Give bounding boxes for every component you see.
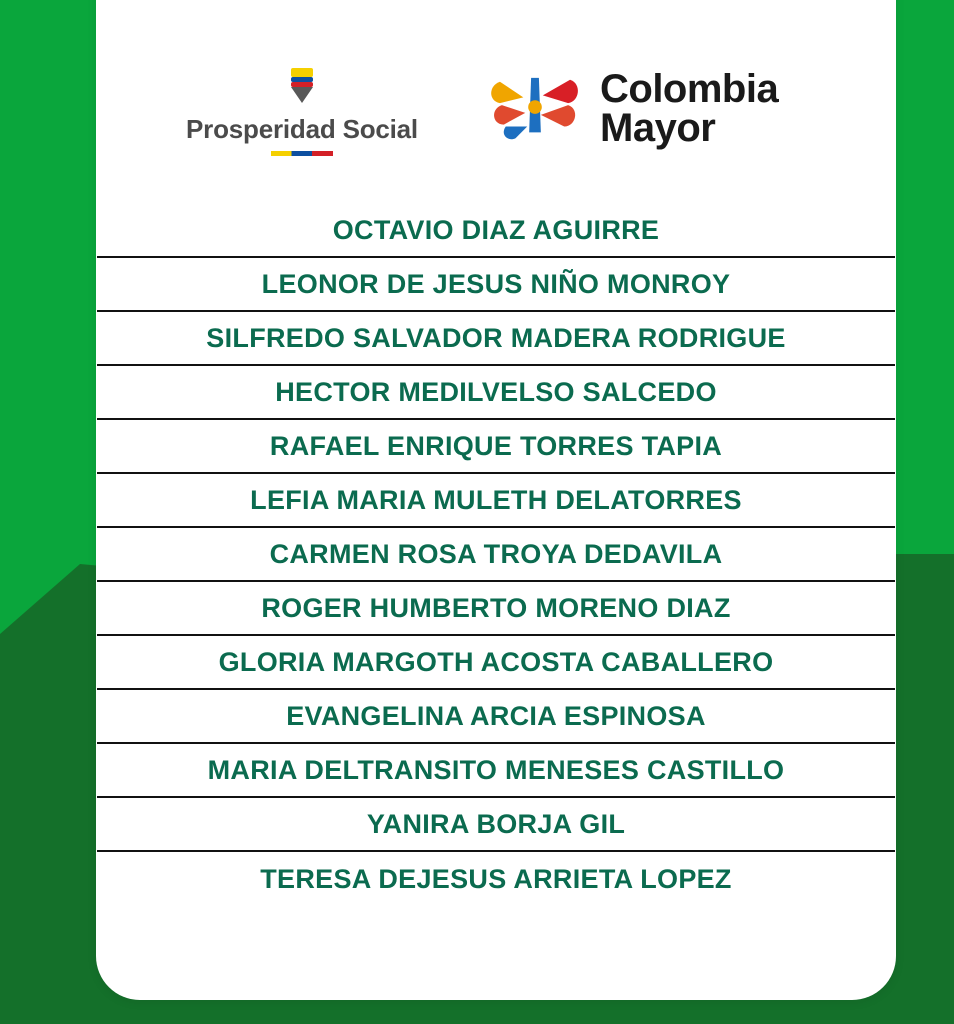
list-item: CARMEN ROSA TROYA DEDAVILA: [97, 528, 895, 582]
logo-header: [96, 0, 896, 204]
list-item: LEFIA MARIA MULETH DELATORRES: [97, 474, 895, 528]
list-item: MARIA DELTRANSITO MENESES CASTILLO: [97, 744, 895, 798]
list-item: RAFAEL ENRIQUE TORRES TAPIA: [97, 420, 895, 474]
list-item: YANIRA BORJA GIL: [97, 798, 895, 852]
list-item: GLORIA MARGOTH ACOSTA CABALLERO: [97, 636, 895, 690]
beneficiary-list-card: [96, 0, 896, 1000]
prosperidad-social-logo: [172, 66, 432, 156]
colombia-mayor-wordmark: [600, 67, 779, 151]
list-item: LEONOR DE JESUS NIÑO MONROY: [97, 258, 895, 312]
list-item: HECTOR MEDILVELSO SALCEDO: [97, 366, 895, 420]
tricolor-underline: [271, 151, 333, 156]
list-item: ROGER HUMBERTO MORENO DIAZ: [97, 582, 895, 636]
list-item: TERESA DEJESUS ARRIETA LOPEZ: [260, 863, 732, 894]
list-item: EVANGELINA ARCIA ESPINOSA: [97, 690, 895, 744]
prosperidad-social-label: Prosperidad Social: [186, 114, 418, 144]
colombia-mayor-line2: Mayor: [600, 106, 716, 151]
list-item: SILFREDO SALVADOR MADERA RODRIGUE: [97, 312, 895, 366]
colombian-shield-icon: [285, 66, 319, 108]
butterfly-icon: [486, 72, 584, 146]
colombia-mayor-logo: [486, 67, 779, 151]
list-item: OCTAVIO DIAZ AGUIRRE: [97, 204, 895, 258]
colombia-mayor-line1: Colombia: [600, 67, 779, 111]
beneficiary-name-list: [96, 204, 896, 930]
